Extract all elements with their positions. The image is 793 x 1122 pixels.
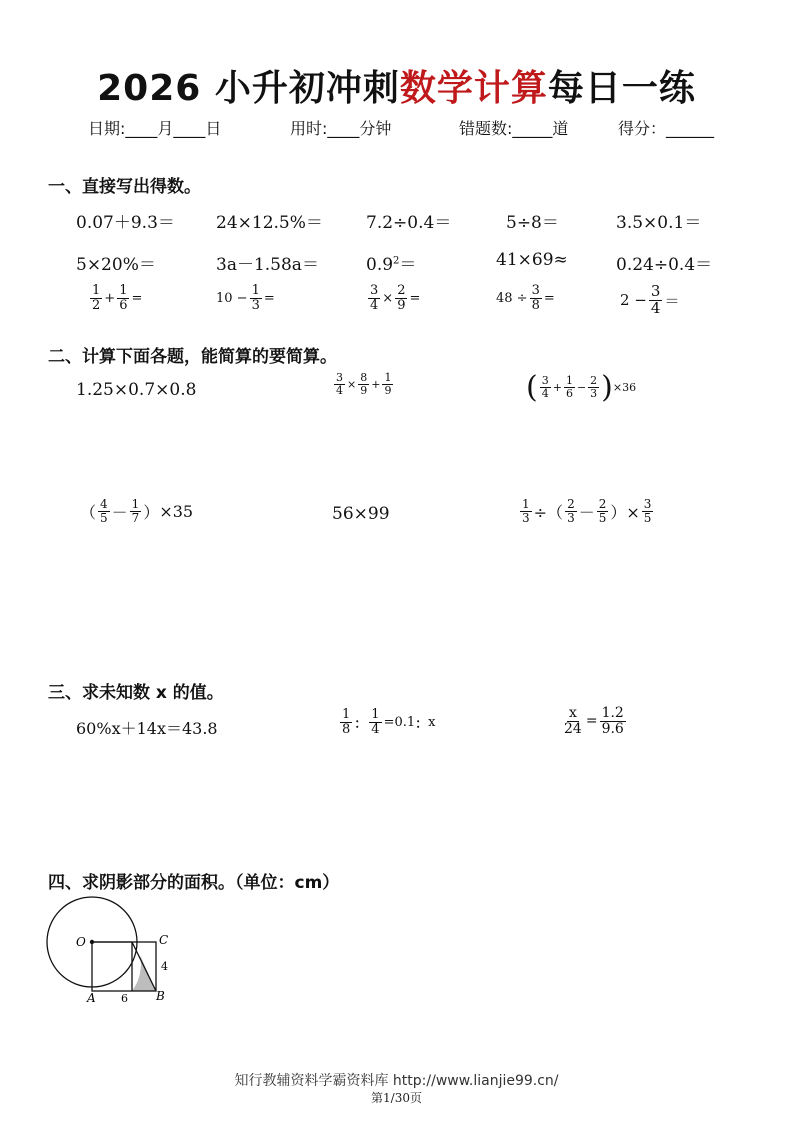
s1-r1-e2: 24×12.5%＝ (216, 213, 323, 233)
s1-r2-e4: 41×69≈ (496, 250, 568, 270)
s2-p2: $\frac{3}{4}$ × $\frac{8}{9}$ + $\frac{1}{9}$ (336, 371, 392, 397)
s1-r3-e4: 48 ÷ $\frac{3}{8}$ = (496, 283, 555, 313)
s1-r1-e1: 0.07＋9.3＝ (76, 213, 175, 233)
s1-r3-e3: $\frac{3}{4}$ × $\frac{2}{9}$ = (370, 283, 421, 313)
label-o: O (76, 935, 86, 949)
date-field: 日期:____月____日 (88, 119, 222, 138)
score-field: 得分：______ (618, 119, 715, 138)
s1-r3-e5: 2 − $\frac{3}{4}$ ＝ (620, 282, 680, 317)
equals: ＝ (399, 255, 417, 275)
page-title (0, 60, 793, 111)
section-2-heading: 二、计算下面各题，能简算的要简算。 (48, 347, 337, 367)
s2-p4: （ $\frac{4}{5}$ － $\frac{1}{7}$ ） ×35 (80, 497, 194, 525)
label-c: C (159, 933, 169, 947)
s1-r1-e4: 5÷8＝ (506, 213, 559, 233)
shaded-area-figure (40, 892, 180, 1012)
section-1-heading: 一、直接写出得数。 (48, 177, 201, 197)
errors-field: 错题数:_____道 (459, 119, 569, 138)
label-a: A (87, 991, 96, 1005)
s1-r1-e3: 7.2÷0.4＝ (366, 213, 452, 233)
base: 0.9 (366, 255, 394, 275)
section-3-heading: 三、求未知数 x 的值。 (48, 683, 224, 703)
title-part-1: 2026 小升初冲刺 (97, 68, 400, 109)
s2-p6: $\frac{1}{3}$ ÷（ $\frac{2}{3}$ － $\frac{2}{5}$ ）× $\frac{3}{5}$ (522, 497, 652, 525)
label-side: 4 (161, 960, 168, 973)
label-b: B (156, 989, 165, 1003)
shaded-region (132, 955, 156, 991)
time-used-field: 用时:____分钟 (290, 119, 392, 138)
s2-p3: ( $\frac{3}{4}$ + $\frac{1}{6}$ − $\frac{2}{3}$ ) ×36 (526, 370, 637, 405)
title-part-2: 数学计算 (399, 68, 548, 109)
page-number: 第1/30页 (371, 1091, 422, 1105)
section-4-heading: 四、求阴影部分的面积。（单位：cm） (48, 873, 340, 893)
title-part-3: 每日一练 (547, 68, 696, 109)
s1-r3-e2: 10 − $\frac{1}{3}$ = (216, 283, 275, 313)
s1-r2-e5: 0.24÷0.4＝ (616, 255, 713, 275)
s1-r1-e5: 3.5×0.1＝ (616, 213, 702, 233)
s3-q1: 60%x＋14x＝43.8 (76, 719, 218, 738)
center-dot (90, 940, 94, 944)
s3-q2: $\frac{1}{8}$ ： $\frac{1}{4}$ =0.1 ： x (342, 707, 436, 737)
exponent: 2 (393, 255, 400, 267)
s1-r2-e3 (366, 250, 416, 275)
footer-source: 知行教辅资料学霸资料库 http://www.lianjie99.cn/ (234, 1073, 559, 1089)
s2-p5: 56×99 (332, 504, 390, 524)
s1-r2-e1: 5×20%＝ (76, 255, 156, 275)
label-bottom: 6 (121, 992, 128, 1005)
s2-p1: 1.25×0.7×0.8 (76, 380, 197, 400)
s1-r3-e1: $\frac{1}{2}$ + $\frac{1}{6}$ = (92, 283, 143, 313)
s3-q3: $\frac{x}{24}$ = $\frac{1.2}{9.6}$ (564, 705, 624, 737)
s1-r2-e2: 3a－1.58a＝ (216, 255, 319, 275)
